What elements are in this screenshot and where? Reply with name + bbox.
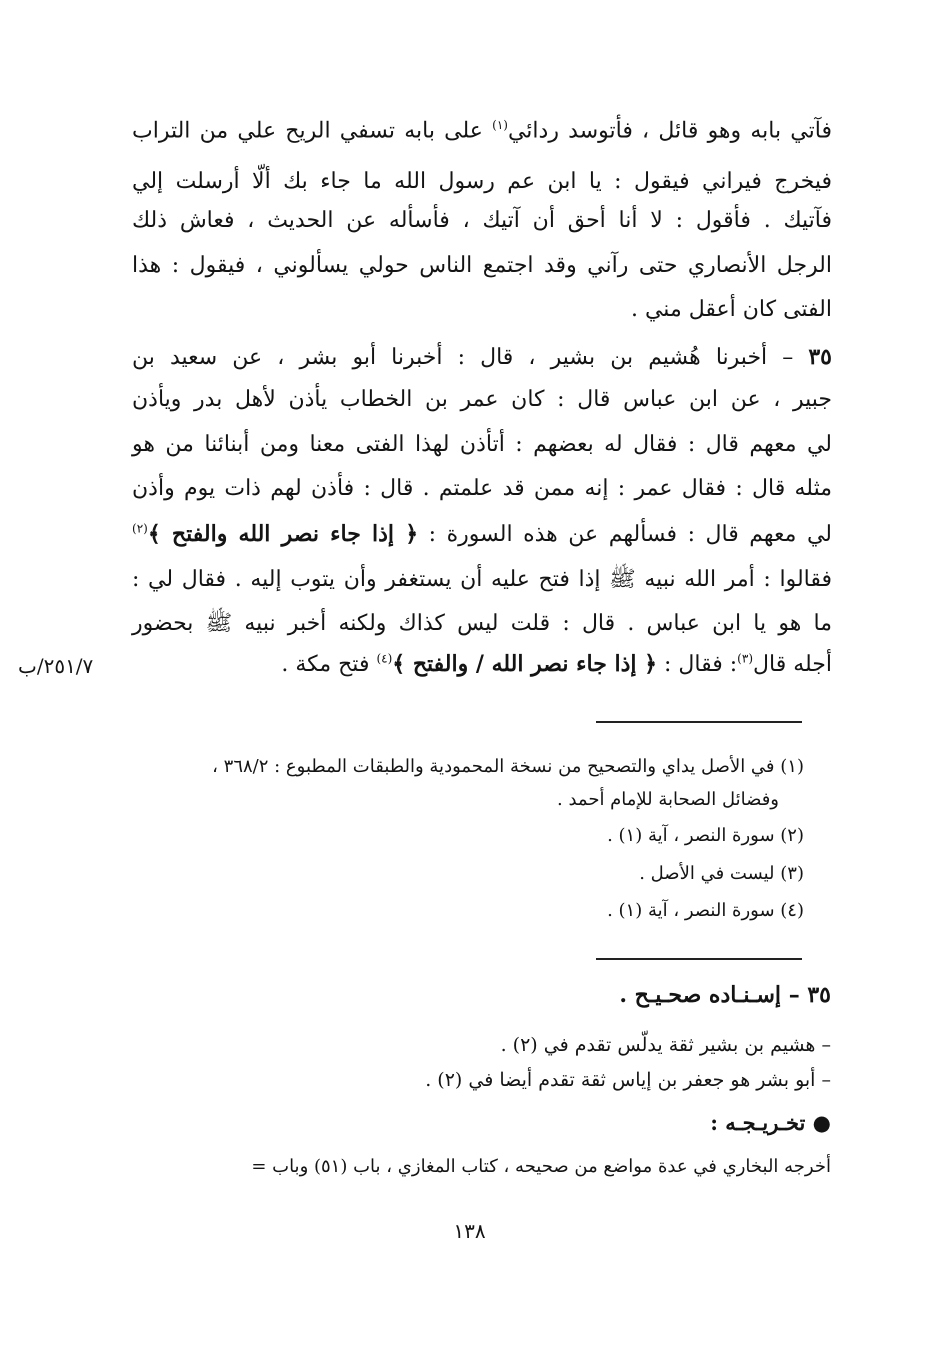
footnote-3: (٣) ليست في الأصل .: [639, 863, 804, 884]
isnad-heading: ٣٥ – إسـنـاده صحـيـح .: [619, 982, 831, 1008]
hadith-number: ٣٥: [808, 344, 832, 370]
main-line-1: فآتي بابه وهو قائل ، فأتوسد ردائي$^{(١)}$ على بابه تسفي الريح علي من التراب: [132, 118, 832, 144]
hadith-35-line-4: مثله قال : فقال عمر : إنه ممن قد علمتم . قال : فأذن لهم ذات يوم وأذن: [132, 476, 832, 501]
quran-quote: ﴿ إذا جاء نصر الله والفتح ﴾: [147, 521, 419, 547]
footnote-1: (١) في الأصل يداي والتصحيح من نسخة المحمودية والطبقات المطبوع : ٣٦٨/٢ ،: [212, 756, 804, 777]
footnote-2: (٢) سورة النصر ، آية (١) .: [607, 825, 804, 846]
hadith-35-line-7: ما هو يا ابن عباس . قال : قلت ليس كذاك ولكنه أخبر نبيه ﷺ بحضور: [132, 611, 832, 636]
page-number: ١٣٨: [453, 1219, 486, 1243]
footnote-4: (٤) سورة النصر ، آية (١) .: [607, 900, 804, 921]
main-line-3: فآتيك . فأقول : لا أنا أحق أن آتيك ، فأسأله عن الحديث ، فعاش ذلك: [132, 208, 832, 233]
isnad-item-2: – أبو بشر هو جعفر بن إياس ثقة تقدم أيضا في (٢) .: [425, 1069, 831, 1091]
footnote-ref-1: (١): [492, 118, 508, 132]
footnote-divider: [596, 721, 802, 723]
takhrij-heading: ● تخـريـجـه :: [710, 1110, 831, 1135]
isnad-item-1: – هشيم بن بشير ثقة يدلّس تقدم في (٢) .: [500, 1034, 831, 1056]
hadith-35-line-8: أجله قال$^{(٣)}$: فقال : ﴿ إذا جاء نصر الله / والفتح ﴾$^{(٤)}$ فتح مكة .: [281, 651, 832, 677]
main-line-5: الفتى كان أعقل مني .: [630, 297, 832, 322]
footnote-ref-3: (٣): [737, 651, 753, 666]
hadith-35-line-2: جبير ، عن ابن عباس قال : كان عمر بن الخطاب يأذن لأهل بدر ويأذن: [132, 387, 832, 412]
footnote-ref-2: (٢): [132, 521, 148, 536]
takhrij-text: أخرجه البخاري في عدة مواضع من صحيحه ، كتاب المغازي ، باب (٥١) وباب =: [251, 1156, 831, 1177]
main-line-4: الرجل الأنصاري حتى رآني وقد اجتمع الناس حولي يسألوني ، فيقول : هذا: [132, 253, 832, 278]
hadith-35-line-1: ٣٥ – أخبرنا هُشيم بن بشير ، قال : أخبرنا أبو بشر ، عن سعيد بن: [132, 344, 832, 370]
hadith-35-line-6: فقالوا : أمر الله نبيه ﷺ إذا فتح عليه أن يستغفر وأن يتوب إليه . فقال لي :: [132, 567, 832, 592]
footnote-ref-4: (٤): [376, 651, 393, 666]
commentary-divider: [596, 958, 802, 960]
quran-quote-2: ﴿ إذا جاء نصر الله / والفتح ﴾: [392, 651, 658, 677]
main-line-2: فيخرج فيراني فيقول : يا ابن عم رسول الله ما جاء بك ألّا أرسلت إلي: [132, 169, 832, 194]
hadith-35-line-3: لي معهم قال : فقال له بعضهم : أتأذن لهذا الفتى معنا ومن أبنائنا من هو: [132, 432, 832, 457]
manuscript-folio-ref: ٢٥١/٧/ب: [18, 654, 94, 678]
hadith-35-line-5: لي معهم قال : فسألهم عن هذه السورة : ﴿ إذا جاء نصر الله والفتح ﴾$^{(٢)}$: [132, 521, 833, 547]
footnote-1-cont: وفضائل الصحابة للإمام أحمد .: [557, 789, 779, 810]
